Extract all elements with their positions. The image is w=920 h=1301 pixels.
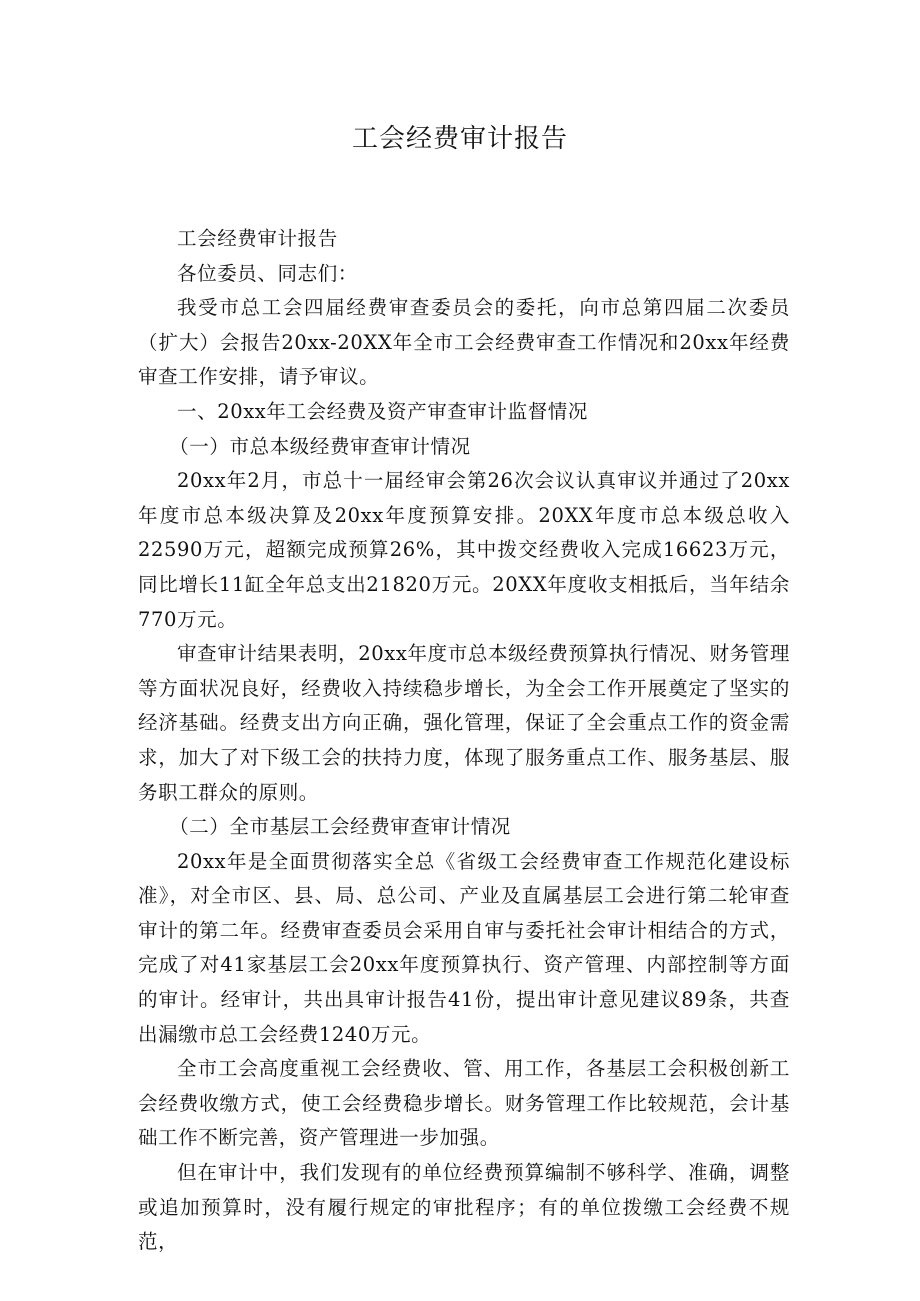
subsection-heading: （一）市总本级经费审查审计情况: [169, 434, 471, 458]
subsection-heading: （二）全市基层工会经费审查审计情况: [169, 815, 511, 839]
document-body: [138, 222, 790, 1260]
paragraph: 但在审计中，我们发现有的单位经费预算编制不够科学、准确，调整或追加预算时，没有履行规定的审批程序；有的单位拨缴工会经费不规范，: [138, 1161, 790, 1254]
paragraph: 我受市总工会四届经费审查委员会的委托，向市总第四届二次委员（扩大）会报告20xx-20XX年全市工会经费审查工作情况和20xx年经费审查工作安排，请予审议。: [138, 296, 790, 389]
paragraph: 20xx年是全面贯彻落实全总《省级工会经费审查工作规范化建设标准》，对全市区、县、局、总公司、产业及直属基层工会进行第二轮审查审计的第二年。经费审查委员会采用自审与委托社会审计相结合的方式，完成了对41家基层工会20xx年度预算执行、资产管理、内部控制等方面的审计。经审计，共出具审计报告41份，提出审计意见建议89条，共查出漏缴市总工会经费1240万元。: [138, 849, 790, 1046]
body-heading: 工会经费审计报告: [177, 227, 338, 250]
paragraph: 审查审计结果表明，20xx年度市总本级经费预算执行情况、财务管理等方面状况良好，经费收入持续稳步增长，为全会工作开展奠定了坚实的经济基础。经费支出方向正确，强化管理，保证了全会重点工作的资金需求，加大了对下级工会的扶持力度，体现了服务重点工作、服务基层、服务职工群众的原则。: [138, 642, 790, 804]
paragraph: 全市工会高度重视工会经费收、管、用工作，各基层工会积极创新工会经费收缴方式，使工会经费稳步增长。财务管理工作比较规范，会计基础工作不断完善，资产管理进一步加强。: [138, 1057, 790, 1150]
paragraph: 20xx年2月，市总十一届经审会第26次会议认真审议并通过了20xx年度市总本级决算及20xx年度预算安排。20XX年度市总本级总收入22590万元，超额完成预算26%，其中拨交经费收入完成16623万元，同比增长11缸全年总支出21820万元。20XX年度收支相抵后，当年结余770万元。: [138, 469, 790, 631]
salutation: 各位委员、同志们：: [177, 261, 358, 285]
document-title: 工会经费审计报告: [351, 124, 568, 154]
section-heading: 一、20xx年工会经费及资产审查审计监督情况: [177, 399, 589, 423]
